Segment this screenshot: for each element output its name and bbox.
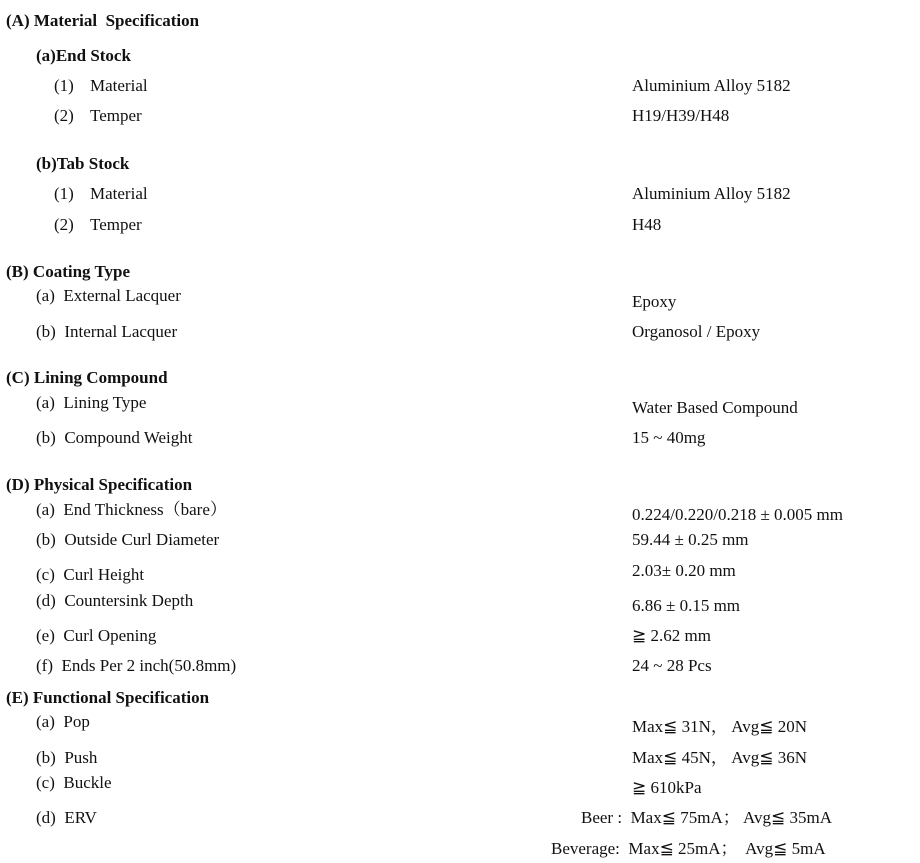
external-lacquer-label: (a) External Lacquer: [36, 286, 181, 305]
end-stock-material-value: Aluminium Alloy 5182: [632, 76, 791, 95]
pop-label: (a) Pop: [36, 712, 90, 731]
tab-stock-material-value: Aluminium Alloy 5182: [632, 184, 791, 203]
end-stock-temper-num: (2): [54, 106, 74, 125]
end-stock-material-label: Material: [90, 76, 148, 95]
internal-lacquer-label: (b) Internal Lacquer: [36, 322, 178, 341]
end-thickness-label: (a) End Thickness（bare）: [36, 500, 227, 519]
push-value: Max≦ 45N， Avg≦ 36N: [632, 748, 808, 767]
countersink-depth-label: (d) Countersink Depth: [36, 591, 194, 610]
tab-stock-temper-value: H48: [632, 215, 662, 234]
compound-weight-value: 15 ~ 40mg: [632, 428, 706, 447]
end-stock-temper-value: H19/H39/H48: [632, 106, 730, 125]
section-d-heading: (D) Physical Specification: [6, 475, 193, 494]
lining-type-label: (a) Lining Type: [36, 393, 147, 412]
compound-weight-label: (b) Compound Weight: [36, 428, 193, 447]
outside-curl-diameter-value: 59.44 ± 0.25 mm: [632, 530, 749, 549]
end-stock-temper-label: Temper: [90, 106, 142, 125]
pop-value: Max≦ 31N， Avg≦ 20N: [632, 717, 808, 736]
curl-height-value: 2.03± 0.20 mm: [632, 561, 736, 580]
erv-beer-value: Beer : Max≦ 75mA； Avg≦ 35mA: [581, 808, 833, 827]
end-stock-material-num: (1): [54, 76, 74, 95]
section-e-heading: (E) Functional Specification: [6, 688, 210, 707]
ends-per-inch-value: 24 ~ 28 Pcs: [632, 656, 712, 675]
tab-stock-material-num: (1): [54, 184, 74, 203]
curl-opening-value: ≧ 2.62 mm: [632, 626, 711, 645]
section-b-heading: (B) Coating Type: [6, 262, 131, 281]
tab-stock-heading: (b)Tab Stock: [36, 154, 130, 173]
section-c-heading: (C) Lining Compound: [6, 368, 168, 387]
external-lacquer-value: Epoxy: [632, 292, 677, 311]
buckle-label: (c) Buckle: [36, 773, 112, 792]
section-a-heading: (A) Material Specification: [6, 11, 200, 30]
ends-per-inch-label: (f) Ends Per 2 inch(50.8mm): [36, 656, 237, 675]
buckle-value: ≧ 610kPa: [632, 778, 702, 797]
countersink-depth-value: 6.86 ± 0.15 mm: [632, 596, 741, 615]
erv-beverage-value: Beverage: Max≦ 25mA； Avg≦ 5mA: [551, 839, 826, 858]
outside-curl-diameter-label: (b) Outside Curl Diameter: [36, 530, 220, 549]
end-stock-heading: (a)End Stock: [36, 46, 131, 65]
curl-height-label: (c) Curl Height: [36, 565, 145, 584]
curl-opening-label: (e) Curl Opening: [36, 626, 157, 645]
tab-stock-material-label: Material: [90, 184, 148, 203]
erv-label: (d) ERV: [36, 808, 97, 827]
tab-stock-temper-num: (2): [54, 215, 74, 234]
lining-type-value: Water Based Compound: [632, 398, 798, 417]
internal-lacquer-value: Organosol / Epoxy: [632, 322, 761, 341]
end-thickness-value: 0.224/0.220/0.218 ± 0.005 mm: [632, 505, 843, 524]
push-label: (b) Push: [36, 748, 98, 767]
tab-stock-temper-label: Temper: [90, 215, 142, 234]
